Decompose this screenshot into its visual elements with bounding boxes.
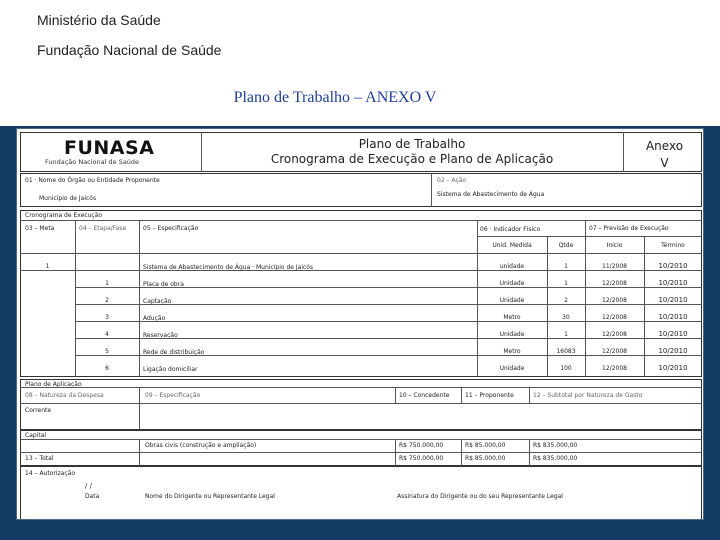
row-unid: Unidade xyxy=(499,280,525,287)
ap-col-especificacao: 09 – Especificação xyxy=(145,392,201,399)
row-espec: Captação xyxy=(143,298,172,305)
anexo-label: Anexo xyxy=(645,139,684,153)
ap-vline-4 xyxy=(529,387,530,403)
row-inicio: 12/2008 xyxy=(602,365,627,372)
funasa-logo: FUNASA xyxy=(64,137,155,159)
autorizacao-box xyxy=(20,466,702,520)
capital-subtotal: R$ 835.000,00 xyxy=(533,442,578,449)
col-espec-header: 05 – Especificação xyxy=(143,225,199,232)
row-termino: 10/2010 xyxy=(658,296,688,304)
ap-line-1 xyxy=(20,387,702,388)
field-01-label: 01 · Nome do Órgão ou Entidade Proponente xyxy=(25,177,160,184)
field-02-label: 02 – Ação xyxy=(437,177,467,184)
date-label: Data xyxy=(85,493,100,500)
ap-line-2 xyxy=(20,403,702,404)
cap-vline-4 xyxy=(529,439,530,466)
row-espec: Ligação domiciliar xyxy=(143,366,198,373)
plan-title: Plano de Trabalho xyxy=(358,137,466,151)
row-unid: unidade xyxy=(499,263,525,270)
ap-col-subtotal: 12 – Subtotal por Natureza de Gasto xyxy=(533,392,643,399)
cap-vline-1 xyxy=(139,439,140,466)
row-sep-4 xyxy=(75,321,702,322)
ap-vline-3 xyxy=(461,387,462,403)
col-previsao-header: 07 – Previsão de Execução xyxy=(589,225,669,232)
row-qtde: 100 xyxy=(560,365,572,372)
total-label: 13 – Total xyxy=(25,455,54,462)
cron-line-3 xyxy=(20,253,702,254)
col-indicador-header: 06 · Indicador Físico xyxy=(480,226,541,233)
funasa-logo-subtitle: Fundação Nacional de Saúde xyxy=(45,158,140,166)
date-mark: / / xyxy=(85,482,92,490)
capital-box xyxy=(20,430,702,466)
header-foundation: Fundação Nacional de Saúde xyxy=(37,42,222,58)
field-01-value: Município de Jaicós xyxy=(39,195,97,202)
row-espec: Adução xyxy=(143,315,166,322)
field-02-value: Sistema de Abastecimento de Água xyxy=(437,191,545,198)
cap-vline-2 xyxy=(395,439,396,466)
row-inicio: 12/2008 xyxy=(602,280,627,287)
row-unid: Unidade xyxy=(499,331,525,338)
row-termino: 10/2010 xyxy=(658,330,688,338)
row-etapa: 6 xyxy=(105,365,109,372)
cronograma-label: Cronograma de Execução xyxy=(25,212,103,219)
ap-col-concedente: 10 – Concedente xyxy=(399,392,450,399)
signature-sign-label: Assinatura do Dirigente ou do seu Representante Legal xyxy=(397,493,563,500)
cap-vline-3 xyxy=(461,439,462,466)
row-espec: Reservação xyxy=(143,332,178,339)
row-termino: 10/2010 xyxy=(658,279,688,287)
row-unid: Metro xyxy=(503,348,521,355)
total-subtotal: R$ 835.000,00 xyxy=(533,455,578,462)
corrente-label: Corrente xyxy=(25,407,52,414)
capital-description: Obras civis (construção e ampliação) xyxy=(145,442,257,449)
col-etapa-header: 04 – Etapa/Fase xyxy=(79,225,127,232)
row-inicio: 12/2008 xyxy=(602,348,627,355)
ap-vline-2 xyxy=(395,387,396,403)
signature-name-label: Nome do Dirigente ou Representante Legal xyxy=(145,493,275,500)
row-inicio: 11/2008 xyxy=(602,263,627,270)
total-proponente: R$ 85.000,00 xyxy=(465,455,506,462)
row-qtde: 1 xyxy=(564,331,568,338)
capital-proponente: R$ 85.000,00 xyxy=(465,442,506,449)
ap-vline-1 xyxy=(139,387,140,430)
col-inicio-header: Início xyxy=(606,242,623,249)
row-qtde: 1 xyxy=(564,280,568,287)
row-inicio: 12/2008 xyxy=(602,314,627,321)
col-termino-header: Término xyxy=(661,242,685,249)
row-inicio: 12/2008 xyxy=(602,297,627,304)
row-etapa: 1 xyxy=(105,280,109,287)
form-sheet xyxy=(16,128,704,520)
plan-subtitle: Cronograma de Execução e Plano de Aplicação xyxy=(270,152,554,166)
cron-line-2 xyxy=(477,236,702,237)
total-concedente: R$ 750.000,00 xyxy=(399,455,444,462)
row-termino: 10/2010 xyxy=(658,313,688,321)
row-espec: Sistema de Abastecimento de Água · Município de Jaicós xyxy=(143,264,314,271)
row-qtde: 2 xyxy=(564,297,568,304)
page-title: Plano de Trabalho – ANEXO V xyxy=(233,89,437,106)
capital-label: Capital xyxy=(25,432,47,439)
row-unid: Unidade xyxy=(499,365,525,372)
col-qtde-header: Qtde xyxy=(558,242,574,249)
cap-line-2 xyxy=(20,452,702,453)
cap-line-1 xyxy=(20,439,702,440)
row-etapa: 5 xyxy=(105,348,109,355)
row-termino: 10/2010 xyxy=(658,347,688,355)
ap-col-natureza: 08 – Natureza da Despesa xyxy=(25,392,104,399)
row-termino: 10/2010 xyxy=(658,364,688,372)
capital-concedente: R$ 750.000,00 xyxy=(399,442,444,449)
row-sep-1 xyxy=(20,270,702,271)
cron-line-1 xyxy=(20,220,702,221)
col-unid-header: Unid. Medida xyxy=(492,242,532,249)
anexo-value: V xyxy=(660,156,669,170)
row-unid: Metro xyxy=(503,314,521,321)
autorizacao-label: 14 – Autorização xyxy=(25,470,75,477)
row-inicio: 12/2008 xyxy=(602,331,627,338)
row-etapa: 2 xyxy=(105,297,109,304)
row-etapa: 3 xyxy=(105,314,109,321)
row-termino: 10/2010 xyxy=(658,262,688,270)
row-qtde: 1 xyxy=(564,263,568,270)
ap-col-proponente: 11 – Proponente xyxy=(465,392,514,399)
row-qtde: 30 xyxy=(562,314,570,321)
row-etapa: 4 xyxy=(105,331,109,338)
aplicacao-label: Plano de Aplicação xyxy=(25,381,82,388)
cron-vline-2 xyxy=(139,220,140,377)
row-espec: Rede de distribuição xyxy=(143,349,205,356)
row-espec: Placa de obra xyxy=(143,281,184,288)
row-unid: Unidade xyxy=(499,297,525,304)
header-ministry: Ministério da Saúde xyxy=(37,12,161,28)
row-qtde: 16083 xyxy=(556,348,576,355)
col-meta-header: 03 – Meta xyxy=(25,225,55,232)
fields-divider xyxy=(431,173,432,207)
row-meta: 1 xyxy=(45,263,50,270)
